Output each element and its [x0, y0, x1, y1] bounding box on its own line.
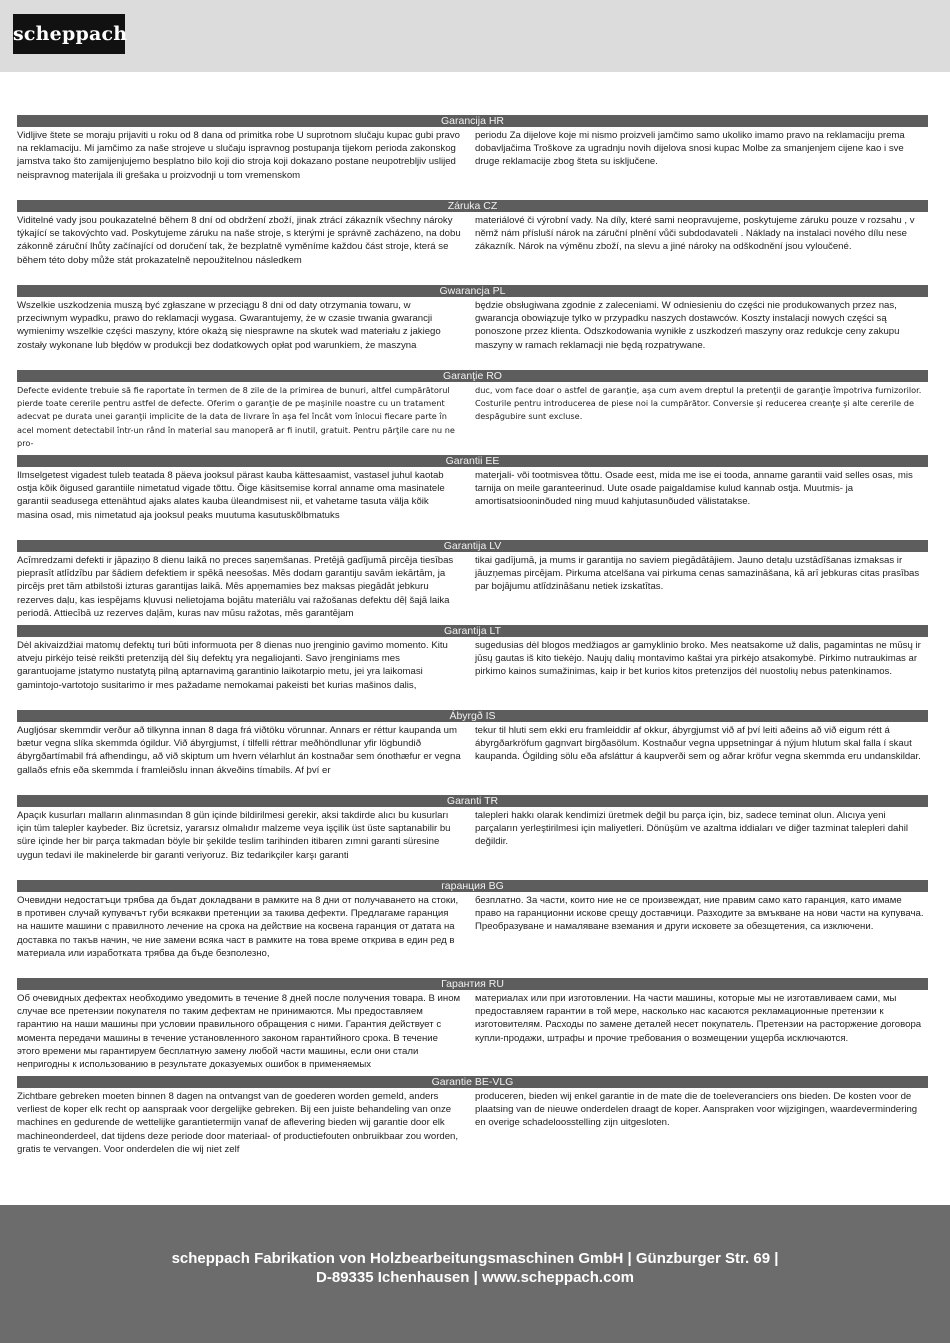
section-text-left: Apaçık kusurları malların alınmasından 8 gün içinde bildirilmesi gerekir, aksi takdirde alıcı bu kusurları için tüm talepler kaybeder. Biz ücretsiz, yararsız olmalıdır malzeme veya işçilik üst üste saptanabilir bu süre içinde her bir parça takmadan böyle bir şekilde teslim tarihinden itibaren zımni garanti süresine uygun tedavi ile makinelerde bir garanti veriyoruz. Biz tedarikçiler karşı garanti [17, 810, 451, 861]
section-tr [17, 795, 928, 862]
section-title: Gwarancja PL [17, 285, 928, 297]
footer-line-company: scheppach Fabrikation von Holzbearbeitungsmaschinen GmbH | Günzburger Str. 69 | [171, 1250, 779, 1267]
section-ro [17, 370, 928, 450]
section-text-right: sugedusias dėl blogos medžiagos ar gamyklinio broko. Mes neatsakome už dalis, pagamintas ne mūsų ir jūsų gautas iš kito tiekėjo. Naujų dalių montavimo kaštai yra pirkėjo atsakomybė. Pirkimo nutraukimas ar pirkimo kainos sumažinimas, kaip ir bet kurios kitos pretenzijos dėl nuostolių nebus patenkinamos. [475, 640, 921, 678]
section-text-right: безплатно. За части, които ние не се произвеждат, ние правим само като гаранция, като имаме право на гаранционни искове срещу доставчици. Разходите за вмъкване на нови части на купувача. Преобразуване и намаляване вземания и други исковете за обезщетения, са изключени. [475, 895, 924, 933]
footer-line-address: D-89335 Ichenhausen | www.scheppach.com [316, 1269, 634, 1286]
section-title: Garantija LV [17, 540, 928, 552]
section-text-left: Defecte evidente trebuie să fie raportate în termen de 8 zile de la primirea de bunuri, altfel cumpărătorul pierde toate cererile pentru astfel de defecte. Oferim o garanţie de pe maşinile noastre cu un tratament adecvat pe durata unei garanţii implicite de la data de livrare în aşa fel încât vom înlocui fiecare parte în acel moment detectabil într-un rând în material sau manoperă ar fi inutil, gratuit. Pentru părţile care nu ne pro- [17, 385, 455, 448]
footer-address [0, 1249, 950, 1287]
section-hr [17, 115, 928, 182]
section-ru [17, 978, 928, 1071]
section-title: Garantii EE [17, 455, 928, 467]
section-title: Garancija HR [17, 115, 928, 127]
section-text-right: periodu Za dijelove koje mi nismo proizveli jamčimo samo ukoliko imamo pravo na reklamaciju prema dobavljačima Troškove za ugradnju novih dijelova snosi kupac Molbe za smanjenjem cijene kao i sve druge reklamacije zbog šteta su isključene. [475, 130, 905, 168]
section-ee [17, 455, 928, 522]
section-title: Ábyrgð IS [17, 710, 928, 722]
section-title: Garantie BE-VLG [17, 1076, 928, 1088]
header-band [0, 0, 950, 72]
section-text-right: duc, vom face doar o astfel de garanţie, aşa cum avem dreptul la pretenţii de garanţie împotriva furnizorilor. Costurile pentru introducerea de piese noi la cumpărător. Conversie şi reducerea creanţe şi alte cererile de despăgubire sunt excluse. [475, 385, 922, 422]
section-text-left: Acīmredzami defekti ir jāpaziņo 8 dienu laikā no preces saņemšanas. Pretējā gadījumā pircēja tiesības pieprasīt atlīdzību par šādiem defektiem ir spēkā neesošas. Mēs dodam garantiju savām iekārtām, ja pircējs pret tām atbilstoši izturas garantijas laikā. Mēs apņemamies bez maksas piegādāt jebkuru rezerves daļu, kas iespējams kļuvusi nelietojama bojātu materiālu vai ražošanas defektu dēļ šajā laika periodā. Attiecībā uz rezerves daļām, kuras nav mūsu ražotas, mēs garantējam [17, 555, 454, 619]
section-text-left: Очевидни недостатъци трябва да бъдат докладвани в рамките на 8 дни от получаването на стоки, в противен случай купувачът губи всякакви претенции за такива дефекти. Предлагаме гаранция на нашите машини с правилното лечение на срока на действие на косвена гаранция от датата на доставка по такъв начин, че ние замени всяка част в рамките на това време открива в един ред в материала или изработката трябва да бъде безполезно, [17, 895, 459, 959]
section-title: Garantija LT [17, 625, 928, 637]
section-title: Záruka CZ [17, 200, 928, 212]
section-bg [17, 880, 928, 960]
section-title: Гарантия RU [17, 978, 928, 990]
section-text-right: materiálové či výrobní vady. Na díly, které sami neopravujeme, poskytujeme záruku pouze v rozsahu , v němž nám přísluší nárok na záruční plnění vůči subdodavateli . Náklady na instalaci nového dílu nese zákazník. Nárok na výměnu zboží, na slevu a jiné nároky na odškodnění jsou vyloučené. [475, 215, 915, 253]
section-text-left: Ilmselgetest vigadest tuleb teatada 8 päeva jooksul pärast kauba kättesaamist, vastasel juhul kaotab ostja kõik õigused garantiile nimetatud vigade tõttu. Õige käsitsemise korral anname oma masinatele garantii seadusega ettenähtud ajaks alates kauba üleandmisest nii, et vahetame tasuta välja kõik masina osad, mis nimetatud aja jooksul peaks muutuma kasutuskõlbmatuks [17, 470, 445, 521]
section-text-right: produceren, bieden wij enkel garantie in de mate die de toeleveranciers ons bieden. De kosten voor de plaatsing van de nieuwe onderdelen draagt de koper. Aanspraken voor wijzigingen, waardevermindering en overige schadeloosstelling zijn uitgesloten. [475, 1091, 918, 1129]
section-text-right: материалах или при изготовлении. На части машины, которые мы не изготавливаем сами, мы предоставляем гарантии в той мере, насколько нас касаются рекламационные претензии к изготовителям. Расходы по замене деталей несет покупатель. Претензии на расторжение договора купли-продажи, штрафы и прочие требования о возмещении ущерба исключаются. [475, 993, 922, 1044]
section-text-right: tikai gadījumā, ja mums ir garantija no saviem piegādātājiem. Jauno detaļu uzstādīšanas izmaksas ir jāuzņemas pircējam. Pirkuma atcelšana vai pirkuma cenas samazināšana, kā arī jebkuras citas prasības par bojājumu atlīdzināšanu netiek izskatītas. [475, 555, 920, 593]
section-text-left: Augljósar skemmdir verður að tilkynna innan 8 daga frá viðtöku vörunnar. Annars er réttur kaupanda um bætur vegna slíka skemmda ógildur. Við ábyrgjumst, í tilfelli réttrar meðhöndlunar yfir lögbundið ábyrgðartímabil frá afhendingu, að við skiptum um hvern vélarhlut án kostnaðar sem ónothæfur er vegna gallaðs efnis eða skemmda í framleiðslu innan ákveðins tímabils. Af því er [17, 725, 461, 776]
section-lv [17, 540, 928, 620]
section-text-right: materjali- või tootmisvea tõttu. Osade eest, mida me ise ei tooda, anname garantii vaid selles osas, mis tarnija on meile garanteerinud. Uute osade paigaldamise kulud kannab ostja. Muutmis- ja amortisatsiooninõuded ning muud kahjutasunõuded välistatakse. [475, 470, 913, 508]
section-is [17, 710, 928, 777]
section-text-left: Об очевидных дефектах необходимо уведомить в течение 8 дней после получения товара. В ином случае все претензии покупателя по таким дефектам не принимаются. Мы предоставляем гарантию на наши машины при условии правильного обращения с ними. Гарантия действует с момента передачи машины в течение установленного законом гарантийного срока. В течение этого времени мы гарантируем бесплатную замену любой части машины, если они стали непригодны к использованию в результате доказуемых ошибок в применяемых [17, 993, 461, 1071]
section-be-vlg [17, 1076, 928, 1156]
section-title: Garanti TR [17, 795, 928, 807]
section-text-left: Wszelkie uszkodzenia muszą być zgłaszane w przeciągu 8 dni od daty otrzymania towaru, w przeciwnym wypadku, prawo do reklamacji wygasa. Gwarantujemy, że w czasie trwania gwarancji wymienimy wszelkie części maszyny, które okażą się niesprawne na skutek wad materiału z jakiego zostały wykonane lub błędów w produkcji bez dodatkowych opłat pod warunkiem, że maszyna [17, 300, 441, 351]
section-text-left: Viditelné vady jsou poukazatelné během 8 dní od obdržení zboží, jinak ztrácí zákazník všechny nároky týkající se takovýchto vad. Poskytujeme záruku na naše stroje, s kterými je správně zacházeno, na dobu zákonně záruční lhůty začínající od doručení tak, že bezplatně vyměníme každou část stroje, která se během této doby může stát prokazatelně nepoužitelnou následkem [17, 215, 461, 266]
section-text-left: Dėl akivaizdžiai matomų defektų turi būti informuota per 8 dienas nuo įrenginio gavimo momento. Kitu atveju pirkėjo teisė reikšti pretenziją dėl šių defektų yra negaliojanti. Savo įrenginiams mes garantuojame įstatymo nustatytą pilną aptarnavimą garantinio laikotarpio metu, jei yra laikomasi gamintojo-vartotojo susitarimo ir mes pažadame nemokamai pakeisti bet kurias mašinos dalis, [17, 640, 448, 691]
section-text-right: będzie obsługiwana zgodnie z zaleceniami. W odniesieniu do części nie produkowanych przez nas, gwarancja obowiązuje tylko w przypadku naszych dostawców. Koszty instalacji nowych części są ponoszone przez klienta. Odszkodowania wynikłe z uszkodzeń maszyny oraz redukcje ceny zakupu maszyny w ramach reklamacji nie będą rozpatrywane. [475, 300, 900, 351]
section-text-right: talepleri hakkı olarak kendimizi üretmek değil bu parça için, biz, sadece teminat olun. Alıcıya yeni parçaların yerleştirilmesi için maliyetleri. Dönüşüm ve azaltma iddiaları ve diğer tazminat talepleri dahil değildir. [475, 810, 908, 848]
section-text-right: tekur til hluti sem ekki eru framleiddir af okkur, ábyrgjumst við af því leiti aðeins að við eigum rétt á ábyrgðarkröfum gagnvart birgðasölum. Kostnaður vegna uppsetningar á nýjum hlutum skal falla í skaut kaupanda. Ógilding sölu eða afsláttur á kaupverði sem og aðrar kröfur vegna skemmda eru undanskildar. [475, 725, 921, 763]
scheppach-logo: scheppach [13, 14, 125, 54]
section-title: гаранция BG [17, 880, 928, 892]
section-cz [17, 200, 928, 267]
section-text-left: Zichtbare gebreken moeten binnen 8 dagen na ontvangst van de goederen worden gemeld, anders verliest de koper elk recht op aanspraak voor dergelijke gebreken. Bij een juiste behandeling van onze machines en gedurende de wettelijke garantietermijn vanaf de aflevering bieden wij garantie door elk machineonderdeel, dat tijdens deze periode door materiaal- of productiefouten onbruikbaar zou worden, gratis te vervangen. Voor onderdelen die wij niet zelf [17, 1091, 459, 1155]
section-text-left: Vidljive štete se moraju prijaviti u roku od 8 dana od primitka robe U suprotnom slučaju kupac gubi pravo na reklamaciju. Mi jamčimo za naše strojeve u slučaju ispravnog postupanja tijekom perioda zakonskog jamstva tako što zamijenjujemo besplatno bilo koji dio stroja koji dokazano postane neupotrebljiv uslijed neispravnog materijala ili grešaka u proizvodnji u tom vremenskom [17, 130, 460, 181]
section-title: Garanţie RO [17, 370, 928, 382]
section-lt [17, 625, 928, 692]
section-pl [17, 285, 928, 352]
